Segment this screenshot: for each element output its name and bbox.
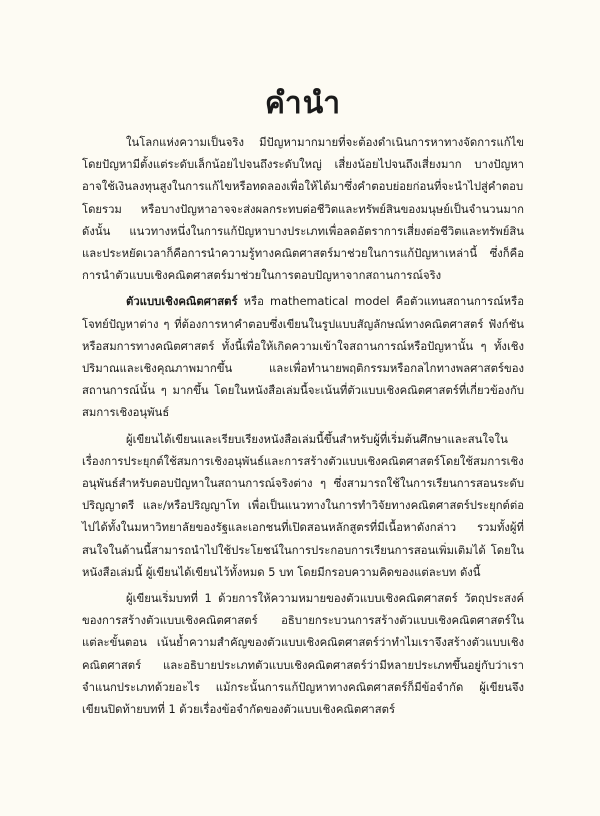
page-title: คำนำ: [264, 86, 342, 121]
paragraph-3: ผู้เขียนได้เขียนและเรียบเรียงหนังสือเล่มนี้ขึ้นสำหรับผู้ที่เริ่มต้นศึกษาและสนใจในเรื่องการประยุกต์ใช้สมการเชิงอนุพันธ์และการสร้างตัวแบบเชิงคณิตศาสตร์โดยใช้สมการเชิงอนุพันธ์สำหรับตอบปัญหาในสถานการณ์จริงต่าง ๆ ซึ่งสามารถใช้ในการเรียนการสอนระดับปริญญาตรี และ/หรือปริญญาโท เพื่อเป็นแนวทางในการทำวิจัยทางคณิตศาสตร์ประยุกต์ต่อไปได้ทั้งในมหาวิทยาลัยของรัฐและเอกชนที่เปิดสอนหลักสูตรที่มีเนื้อหาดังกล่าว รวมทั้งผู้ที่สนใจในด้านนี้สามารถนำไปใช้ประโยชน์ในการประกอบการเรียนการสอนเพิ่มเติมได้ โดยในหนังสือเล่มนี้ ผู้เขียนได้เขียนไว้ทั้งหมด 5 บท โดยมีกรอบความคิดของแต่ละบท ดังนี้: [82, 432, 524, 579]
paragraph-2: [82, 291, 524, 424]
paragraph-2-bold-term: ตัวแบบเชิงคณิตศาสตร์: [126, 295, 238, 309]
paragraph-4: ผู้เขียนเริ่มบทที่ 1 ด้วยการให้ความหมายของตัวแบบเชิงคณิตศาสตร์ วัตถุประสงค์ของการสร้างตัวแบบเชิงคณิตศาสตร์ อธิบายกระบวนการสร้างตัวแบบเชิงคณิตศาสตร์ในแต่ละขั้นตอน เน้นย้ำความสำคัญของตัวแบบเชิงคณิตศาสตร์ว่าทำไมเราจึงสร้างตัวแบบเชิงคณิตศาสตร์ และอธิบายประเภทตัวแบบเชิงคณิตศาสตร์ว่ามีหลายประเภทขึ้นอยู่กับว่าเราจำแนกประเภทด้วยอะไร แม้กระนั้นการแก้ปัญหาทางคณิตศาสตร์ก็มีข้อจำกัด ผู้เขียนจึงเขียนปิดท้ายบทที่ 1 ด้วยเรื่องข้อจำกัดของตัวแบบเชิงคณิตศาสตร์: [82, 592, 524, 717]
paragraph-1: ในโลกแห่งความเป็นจริง มีปัญหามากมายที่จะต้องดำเนินการหาทางจัดการแก้ไข โดยปัญหามีตั้งแต่ระดับเล็กน้อยไปจนถึงระดับใหญ่ เสี่ยงน้อยไปจนถึงเสี่ยงมาก บางปัญหาอาจใช้เงินลงทุนสูงในการแก้ไขหรือทดลองเพื่อให้ได้มาซึ่งคำตอบย่อยก่อนที่จะนำไปสู่คำตอบโดยรวม หรือบางปัญหาอาจจะส่งผลกระทบต่อชีวิตและทรัพย์สินของมนุษย์เป็นจำนวนมาก ดังนั้น แนวทางหนึ่งในการแก้ปัญหาบางประเภทเพื่อลดอัตราการเสี่ยงต่อชีวิตและทรัพย์สินและประหยัดเวลาก็คือการนำความรู้ทางคณิตศาสตร์มาช่วยในการแก้ปัญหาเหล่านี้ ซึ่งก็คือ การนำตัวแบบเชิงคณิตศาสตร์มาช่วยในการตอบปัญหาจากสถานการณ์จริง: [82, 136, 524, 283]
document-body: [82, 132, 524, 721]
paragraph-2-text: หรือ mathematical model คือตัวแทนสถานการณ์หรือโจทย์ปัญหาต่าง ๆ ที่ต้องการหาคำตอบซึ่งเขียนในรูปแบบสัญลักษณ์ทางคณิตศาสตร์ ฟังก์ชันหรือสมการทางคณิตศาสตร์ ทั้งนี้เพื่อให้เกิดความเข้าใจสถานการณ์หรือปัญหานั้น ๆ ทั้งเชิงปริมาณและเชิงคุณภาพมากขึ้น และเพื่อทำนายพฤติกรรมหรือกลไกทางพลศาสตร์ของสถานการณ์นั้น ๆ มากขึ้น โดยในหนังสือเล่มนี้จะเน้นที่ตัวแบบเชิงคณิตศาสตร์ที่เกี่ยวข้องกับสมการเชิงอนุพันธ์: [82, 295, 524, 420]
